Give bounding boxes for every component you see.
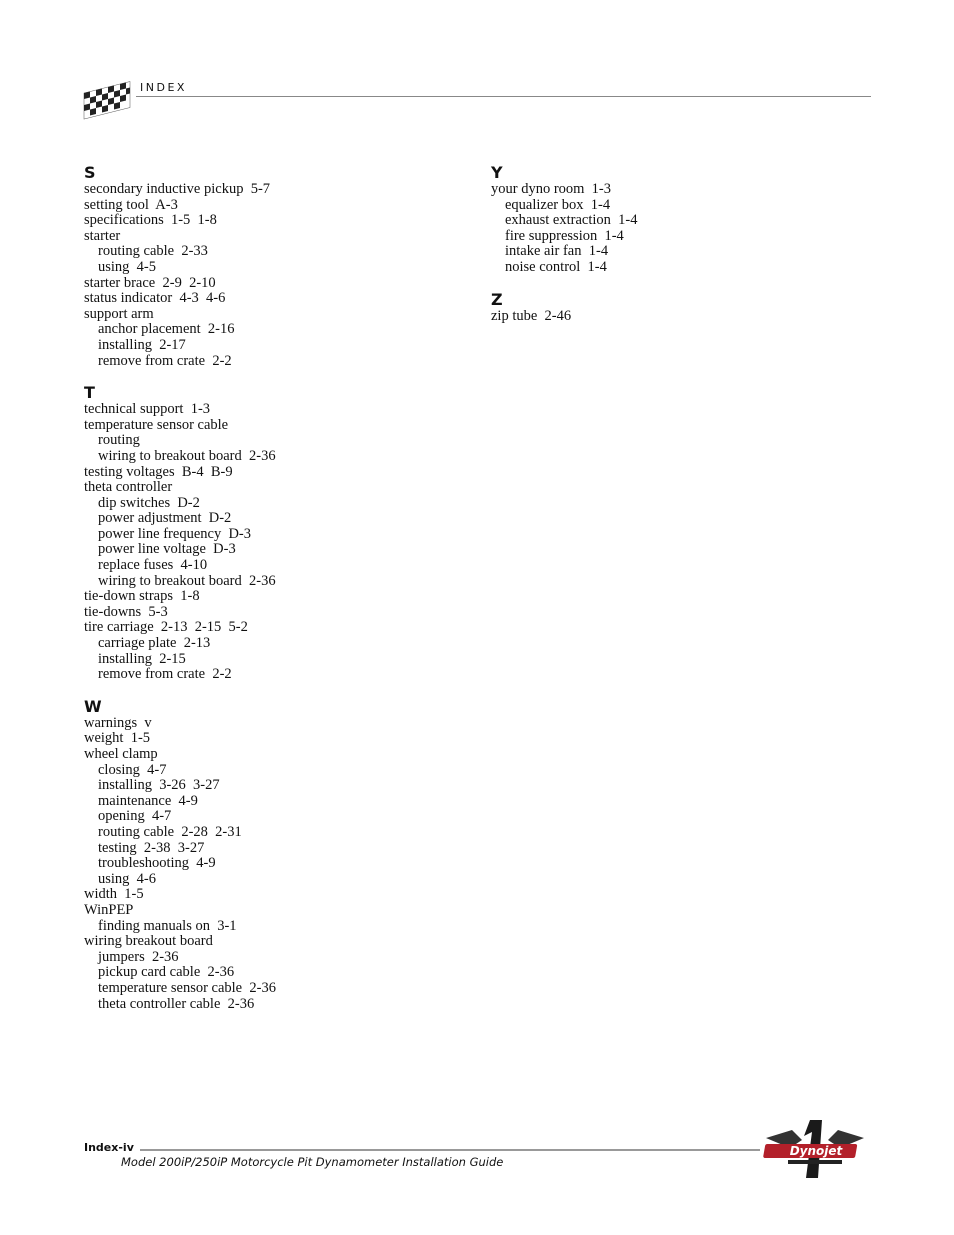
index-entry: warnings v [84, 714, 152, 731]
index-entry: tie-down straps 1-8 [84, 588, 200, 605]
index-subentry: installing 2-17 [98, 336, 186, 353]
index-subentry: equalizer box 1-4 [505, 196, 611, 213]
index-subentry: replace fuses 4-10 [98, 557, 208, 574]
index-entry: theta controller [84, 479, 173, 496]
checkered-flag-icon [80, 76, 134, 120]
index-subentry: wiring to breakout board 2-36 [98, 572, 276, 589]
index-subentry: wiring to breakout board 2-36 [98, 447, 276, 464]
index-subentry: routing [98, 432, 140, 449]
index-section-t [84, 384, 464, 683]
index-column-right [491, 164, 871, 339]
index-subentry: testing 2-38 3-27 [98, 839, 205, 856]
index-subentry: power line frequency D-3 [98, 525, 251, 542]
section-letter: Z [491, 289, 503, 309]
section-letter: W [84, 696, 102, 716]
index-subentry: using 4-5 [98, 258, 156, 275]
index-entry: status indicator 4-3 4-6 [84, 290, 226, 307]
index-subentry: fire suppression 1-4 [505, 227, 624, 244]
footer-divider [140, 1149, 760, 1151]
index-section-z [491, 291, 871, 325]
index-subentry: troubleshooting 4-9 [98, 855, 216, 872]
section-letter: S [84, 163, 96, 182]
index-subentry: routing cable 2-28 2-31 [98, 823, 242, 840]
section-letter: Y [491, 163, 503, 182]
index-subentry: finding manuals on 3-1 [98, 917, 237, 934]
index-subentry: installing 3-26 3-27 [98, 777, 220, 794]
index-entry: support arm [84, 305, 154, 322]
index-entry: setting tool A-3 [84, 196, 178, 213]
section-letter: T [84, 383, 95, 403]
index-subentry: noise control 1-4 [505, 258, 607, 275]
index-entry: starter brace 2-9 2-10 [84, 274, 216, 291]
header-divider [136, 96, 871, 97]
index-entry: zip tube 2-46 [491, 307, 572, 324]
index-subentry: intake air fan 1-4 [505, 243, 609, 260]
index-subentry: power adjustment D-2 [98, 510, 232, 527]
index-subentry: closing 4-7 [98, 761, 167, 778]
index-entry: technical support 1-3 [84, 401, 211, 418]
index-entry: weight 1-5 [84, 730, 151, 747]
index-subentry: installing 2-15 [98, 650, 186, 667]
index-subentry: remove from crate 2-2 [98, 666, 232, 683]
index-subentry: jumpers 2-36 [98, 948, 179, 965]
index-entry: your dyno room 1-3 [491, 181, 612, 197]
dynojet-logo-text: Dynojet [789, 1144, 843, 1158]
dynojet-logo-icon [762, 1118, 868, 1182]
index-subentry: remove from crate 2-2 [98, 352, 232, 369]
index-entry: width 1-5 [84, 886, 144, 903]
index-subentry: dip switches D-2 [98, 494, 200, 511]
index-entry: wheel clamp [84, 746, 158, 762]
index-entry: WinPEP [84, 901, 134, 918]
index-subentry: theta controller cable 2-36 [98, 995, 255, 1012]
index-subentry: power line voltage D-3 [98, 541, 236, 558]
index-entry: tie-downs 5-3 [84, 603, 168, 620]
index-subentry: maintenance 4-9 [98, 792, 198, 809]
index-section-s [84, 164, 464, 369]
guide-title: Model 200iP/250iP Motorcycle Pit Dynamometer Installation Guide [121, 1155, 504, 1169]
index-subentry: using 4-6 [98, 870, 156, 887]
index-entry: starter [84, 227, 121, 244]
index-entry: secondary inductive pickup 5-7 [84, 181, 271, 197]
index-entry: wiring breakout board [84, 933, 213, 950]
index-subentry: routing cable 2-33 [98, 243, 208, 260]
index-entry: testing voltages B-4 B-9 [84, 463, 233, 480]
index-subentry: temperature sensor cable 2-36 [98, 979, 276, 996]
index-subentry: carriage plate 2-13 [98, 635, 211, 652]
index-section-y [491, 164, 871, 276]
page-number: Index-iv [84, 1141, 134, 1154]
index-subentry: anchor placement 2-16 [98, 321, 235, 338]
index-subentry: pickup card cable 2-36 [98, 964, 235, 981]
index-entry: temperature sensor cable [84, 416, 229, 433]
index-entry: tire carriage 2-13 2-15 5-2 [84, 619, 248, 636]
index-column-left [84, 164, 464, 1027]
index-entry: specifications 1-5 1-8 [84, 212, 217, 229]
index-subentry: opening 4-7 [98, 808, 172, 825]
page-header-title: INDEX [140, 81, 187, 94]
index-subentry: exhaust extraction 1-4 [505, 212, 638, 229]
index-section-w [84, 698, 464, 1012]
